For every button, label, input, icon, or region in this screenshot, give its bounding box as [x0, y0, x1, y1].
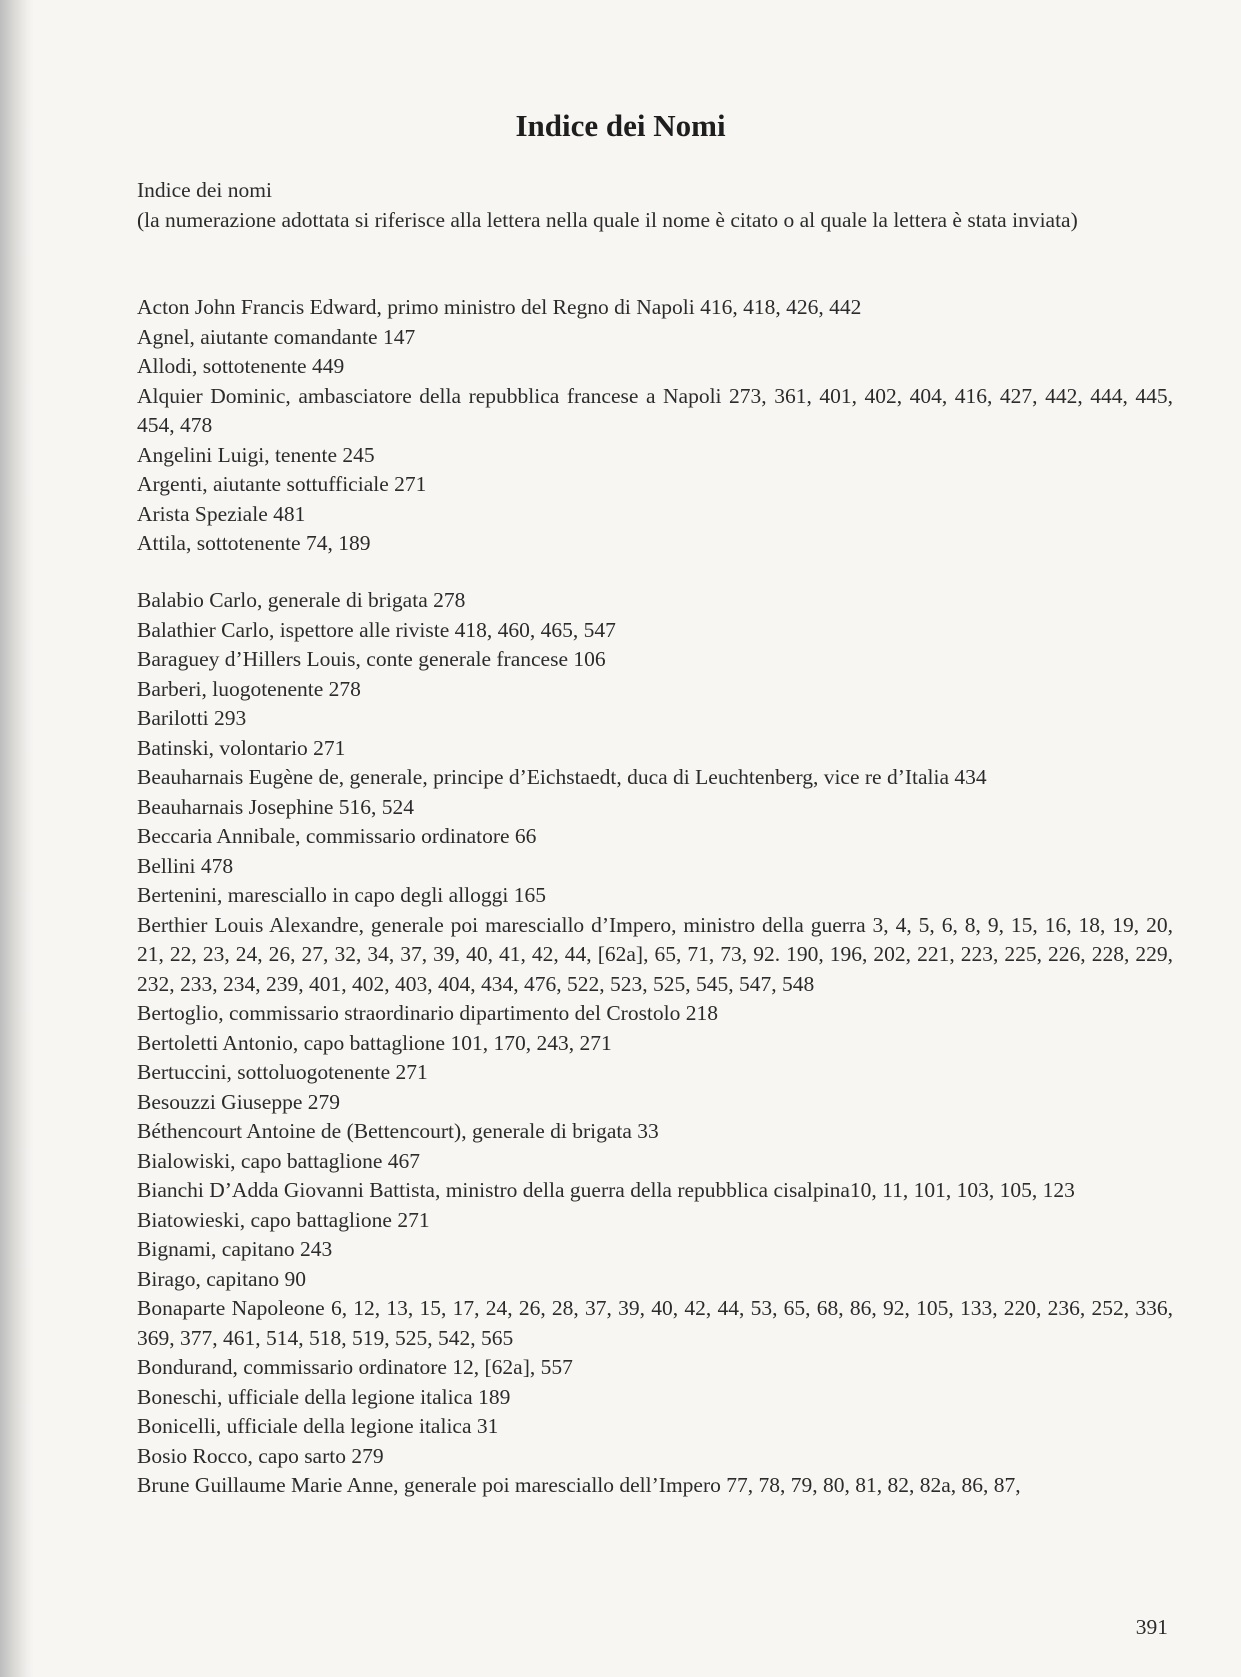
index-entry: Bertoletti Antonio, capo battaglione 101, 170, 243, 271 [137, 1030, 612, 1055]
index-heading: Indice dei nomi [137, 178, 272, 202]
index-entry: Beccaria Annibale, commissario ordinatore 66 [137, 824, 537, 848]
index-section-b [137, 586, 1173, 1501]
index-intro [137, 176, 1173, 235]
index-entry: Beauharnais Eugène de, generale, principe d’Eichstaedt, duca di Leuchtenberg, vice re d’Italia 434 [137, 765, 987, 789]
index-entry: Attila, sottotenente 74, 189 [137, 531, 371, 555]
index-entry: Birago, capitano 90 [137, 1266, 306, 1291]
book-gutter-shadow [0, 0, 34, 1677]
index-entry: Barilotti 293 [137, 706, 247, 730]
index-entry: Boneschi, ufficiale della legione italica 189 [137, 1384, 511, 1409]
index-entry: Angelini Luigi, tenente 245 [137, 442, 375, 467]
index-entry: Besouzzi Giuseppe 279 [137, 1089, 341, 1114]
index-entry: Bignami, capitano 243 [137, 1237, 333, 1261]
index-entry: Béthencourt Antoine de (Bettencourt), generale di brigata 33 [137, 1119, 659, 1143]
index-entry: Acton John Francis Edward, primo ministro del Regno di Napoli 416, 418, 426, 442 [137, 295, 862, 319]
index-entry: Beauharnais Josephine 516, 524 [137, 794, 415, 819]
index-entry: Bertoglio, commissario straordinario dipartimento del Crostolo 218 [137, 1001, 719, 1025]
index-entry: Agnel, aiutante comandante 147 [137, 324, 416, 349]
index-entry: Bonicelli, ufficiale della legione italica 31 [137, 1414, 499, 1438]
index-entry: Berthier Louis Alexandre, generale poi maresciallo d’Impero, ministro della guerra 3, 4, 5, 6, 8, 9, 15, 16, 18, 19, 20, 21, 22, 23, 24, 26, 27, 32, 34, 37, 39, 40, 41, 42, 44, [62a], 65, 71, 73, 92. 190, 196, 202, 221, 223, 225, 226, 228, 229, 232, 233, 234, 239, 401, 402, 403, 404, 434, 476, 522, 523, 525, 545, 547, 548 [137, 912, 1173, 996]
index-entry: Bialowiski, capo battaglione 467 [137, 1148, 421, 1173]
page-number: 391 [1135, 1615, 1168, 1639]
index-entry: Brune Guillaume Marie Anne, generale poi maresciallo dell’Impero 77, 78, 79, 80, 81, 82, 82a, 86, 87, [137, 1473, 1021, 1497]
index-entry: Baraguey d’Hillers Louis, conte generale francese 106 [137, 647, 606, 671]
index-entry: Alquier Dominic, ambasciatore della repubblica francese a Napoli 273, 361, 401, 402, 404, 416, 427, 442, 444, 445, 454, 478 [137, 383, 1173, 437]
index-entry: Barberi, luogotenente 278 [137, 676, 361, 701]
index-entry: Biatowieski, capo battaglione 271 [137, 1207, 430, 1232]
index-entry: Balathier Carlo, ispettore alle riviste 418, 460, 465, 547 [137, 617, 616, 642]
index-entry: Bellini 478 [137, 853, 234, 878]
page-title: Indice dei Nomi [515, 108, 726, 143]
index-entry: Balabio Carlo, generale di brigata 278 [137, 588, 466, 612]
index-entry: Bianchi D’Adda Giovanni Battista, ministro della guerra della repubblica cisalpina10, 11, 101, 103, 105, 123 [137, 1178, 1075, 1202]
index-entry: Bertuccini, sottoluogotenente 271 [137, 1060, 428, 1084]
index-note: (la numerazione adottata si riferisce alla lettera nella quale il nome è citato o al quale la lettera è stata inviata) [137, 207, 1078, 232]
index-entry: Bonaparte Napoleone 6, 12, 13, 15, 17, 24, 26, 28, 37, 39, 40, 42, 44, 53, 65, 68, 86, 92, 105, 133, 220, 236, 252, 336, 369, 377, 461, 514, 518, 519, 525, 542, 565 [137, 1296, 1173, 1350]
index-entry: Argenti, aiutante sottufficiale 271 [137, 472, 427, 496]
index-entry: Allodi, sottotenente 449 [137, 354, 345, 378]
index-entry: Batinski, volontario 271 [137, 735, 346, 760]
index-entry: Bertenini, maresciallo in capo degli alloggi 165 [137, 883, 546, 907]
index-entry: Bondurand, commissario ordinatore 12, [62a], 557 [137, 1355, 573, 1379]
index-section-a [137, 293, 1173, 559]
index-entry: Arista Speziale 481 [137, 501, 306, 526]
index-entry: Bosio Rocco, capo sarto 279 [137, 1443, 384, 1468]
